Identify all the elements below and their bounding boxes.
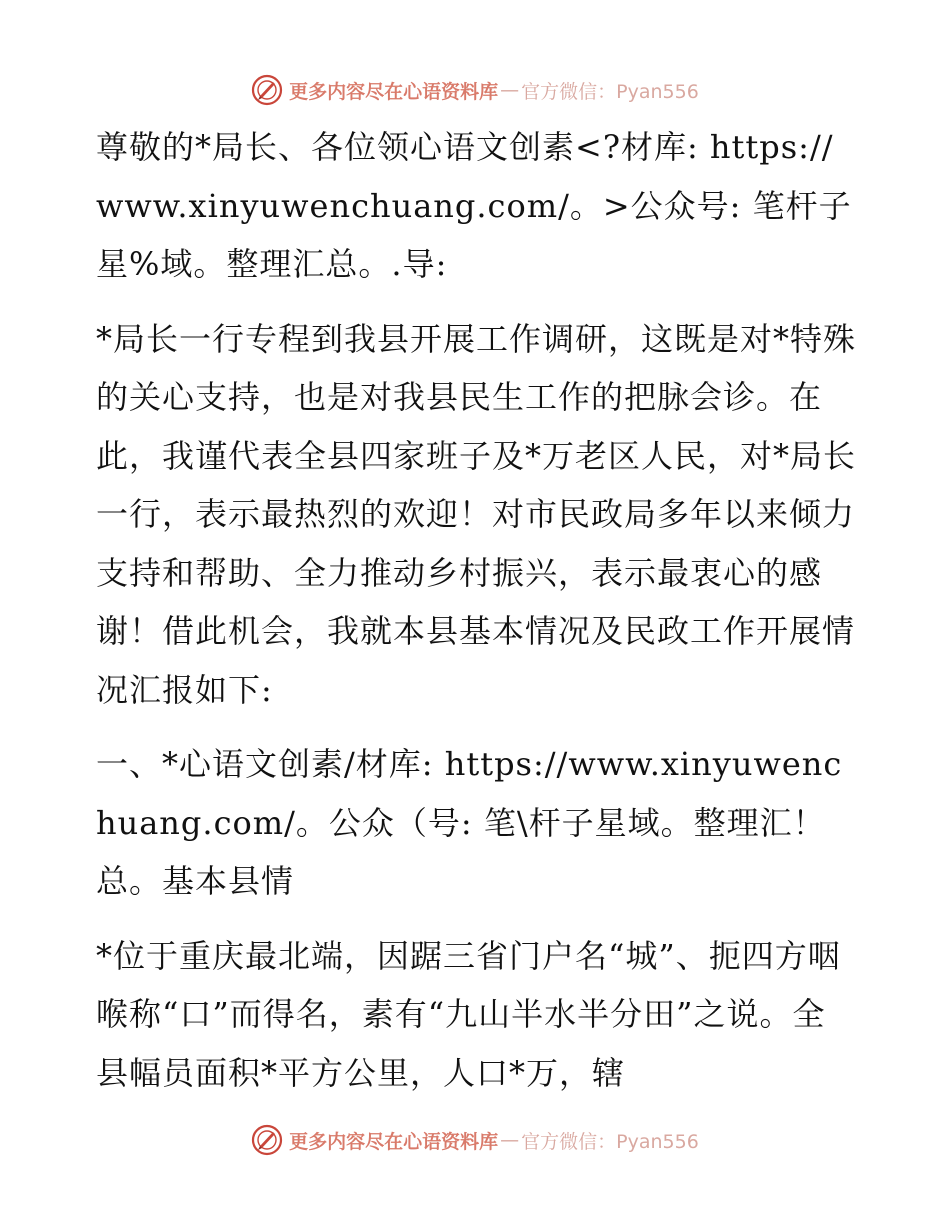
paragraph-section-heading: 一、*心语文创素/材库: https://www.xinyuwenchuang.com/。公众（号: 笔\杆子星域。整理汇！总。基本县情 — [96, 745, 843, 900]
footer-watermark — [0, 1120, 950, 1160]
watermark-separator: — — [500, 1129, 520, 1151]
watermark-separator: — — [500, 79, 520, 101]
paragraph-greeting: 尊敬的*局长、各位领心语文创素<?材库: https://www.xinyuwenchuang.com/。>公众号: 笔杆子星%域。整理汇总。.导: — [96, 128, 852, 283]
paragraph-county-intro: *位于重庆最北端，因踞三省门户名“城”、扼四方咽喉称“口”而得名，素有“九山半水半分田”之说。全县幅员面积*平方公里，人口*万，辖 — [96, 936, 841, 1092]
watermark-wechat: 官方微信：Pyan556 — [521, 80, 699, 103]
paragraph-welcome: *局长一行专程到我县开展工作调研，这既是对*特殊的关心支持，也是对我县民生工作的把脉会诊。在此，我谨代表全县四家班子及*万老区人民，对*局长一行，表示最热烈的欢迎！对市民政局多年以来倾力支持和帮助、全力推动乡村振兴，表示最衷心的感谢！借此机会，我就本县基本情况及民政工作开展情况汇报如下: — [96, 319, 857, 709]
header-watermark — [0, 70, 950, 110]
watermark-text: 更多内容尽在心语资料库 — [289, 80, 499, 103]
watermark-wechat: 官方微信：Pyan556 — [521, 1130, 699, 1153]
brand-logo-icon — [251, 74, 283, 106]
brand-logo-icon — [251, 1124, 283, 1156]
document-body — [96, 118, 856, 1102]
watermark-text: 更多内容尽在心语资料库 — [289, 1130, 499, 1153]
